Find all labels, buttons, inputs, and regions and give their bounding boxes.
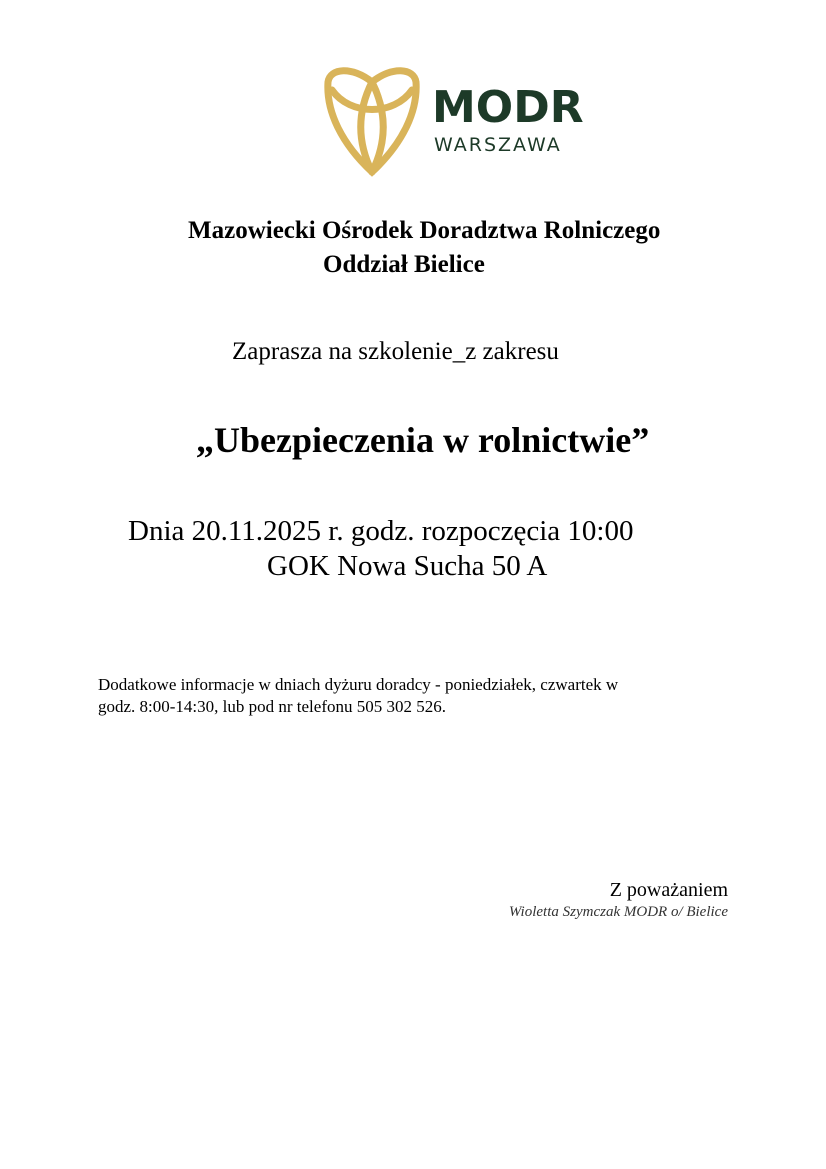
trefoil-logo-icon <box>322 64 422 178</box>
event-datetime: Dnia 20.11.2025 r. godz. rozpoczęcia 10:00 <box>128 515 634 547</box>
info-text-line-1: Dodatkowe informacje w dniach dyżuru doradcy - poniedziałek, czwartek w <box>98 675 619 694</box>
closing-regards: Z poważaniem <box>609 879 728 901</box>
event-place: GOK Nowa Sucha 50 A <box>267 550 548 582</box>
logo-sub-text: WARSZAWA <box>434 134 562 156</box>
modr-logo <box>322 64 584 178</box>
info-text-line-2: godz. 8:00-14:30, lub pod nr telefonu 505 302 526. <box>98 697 446 716</box>
training-title: „Ubezpieczenia w rolnictwie” <box>196 420 650 460</box>
invitation-text: Zaprasza na szkolenie_z zakresu <box>232 338 559 365</box>
organization-branch: Oddział Bielice <box>323 251 485 278</box>
organization-name: Mazowiecki Ośrodek Doradztwa Rolniczego <box>188 217 661 244</box>
signature: Wioletta Szymczak MODR o/ Bielice <box>508 904 728 920</box>
logo-main-text: MODR <box>432 82 584 133</box>
